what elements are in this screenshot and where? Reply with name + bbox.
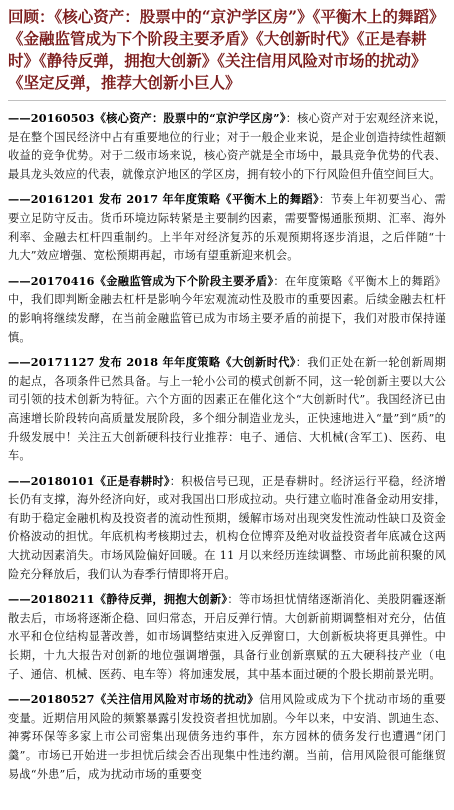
entry-lead: ——20171127 发布 2018 年年度策略《大创新时代》 <box>8 355 296 370</box>
entry-lead: ——20161201 发布 2017 年年度策略《平衡木上的舞蹈》 <box>8 192 319 207</box>
entry-lead: ——20170416《金融监管成为下个阶段主要矛盾》 <box>8 273 274 288</box>
header-divider <box>8 100 446 101</box>
entry-body: 信用风险或成为下个扰动市场的重要变量。近期信用风险的频繁暴露引发投资者担忧加剧。今年以来，中安消、凯迪生态、神雾环保等多家上市公司密集出现债务违约事件，东方园林的债务发行也遭遇“闭门羹”。市场已开始进一步担忧后续会否出现集中性违约潮。当前，信用风险很可能继贸易战“外患”后，成为扰动市场的重要变 <box>8 693 446 781</box>
entry-lead: ——20160503《核心资产：股票中的“京沪学区房”》 <box>8 111 286 125</box>
entry-20160503 <box>8 109 446 184</box>
entry-20170416 <box>8 272 446 347</box>
entry-body: ：等市场担忧情绪逐渐消化、美股阴霾逐渐散去后，市场将逐渐企稳、回归常态，开启反弹行情。大创新前期调整相对充分，估值水平和仓位结构显著改善，如市场调整结束进入反弹窗口，大创新板块将更具弹性。中长期，十九大报告对创新的地位强调增强，具备行业创新禀赋的五大硬科技产业（电子、通信、机械、医药、电车等）将加速发展，其中基本面过硬的个股长期前景光明。 <box>8 593 447 681</box>
page-header: 回顾：《核心资产：股票中的“京沪学区房”》《平衡木上的舞蹈》《金融监管成为下个阶段主要矛盾》《大创新时代》《正是春耕时》《静待反弹，拥抱大创新》《关注信用风险对市场的扰动》《坚定反弹，推荐大创新小巨人》 <box>8 7 445 92</box>
entry-20171127 <box>8 353 446 466</box>
entry-20180211 <box>8 590 446 684</box>
entry-20161201 <box>8 190 446 265</box>
entry-list <box>8 109 446 784</box>
entry-body: ：积极信号已现，正是春耕时。经济运行平稳，经济增长仍有支撑，海外经济向好，或对我国出口形成拉动。央行建立临时准备金动用安排，有助于稳定金融机构及投资者的流动性预期，缓解市场对出现突发性流动性缺口及资金价格波动的担忧。年底机构考核期过去，机构仓位博弈及绝对收益投资者年底减仓这两大扰动因素消失。市场风险偏好回暖。在 11 月以来经历连续调整、市场此前积聚的风险充分释放后，我们认为春季行情即将开启。 <box>8 474 446 581</box>
entry-body: ：我们正处在新一轮创新周期的起点，各项条件已然具备。与上一轮小公司的模式创新不同，这一轮创新主要以大公司引领的技术创新为特征。六个方面的因素正在催化这个“大创新时代”。我国经济已由高速增长阶段转向高质量发展阶段，多个细分制造业龙头，正快速地进入“量”到“质”的升级发展中！关注五大创新硬科技行业推荐：电子、通信、大机械(含军工)、医药、电车。 <box>8 356 446 463</box>
entry-lead: ——20180101《正是春耕时》 <box>8 473 170 488</box>
entry-body: ：核心资产对于宏观经济来说，是在整个国民经济中占有重要地位的行业；对于一般企业来说，是企业创造持续性超额收益的竞争优势。对于二级市场来说，核心资产就是全市场中，最具竞争优势的代表、最具龙头效应的代表，就像京沪地区的学区房，拥有较小的下行风险但升值空间巨大。 <box>8 112 446 181</box>
entry-20180527 <box>8 690 446 784</box>
entry-20180101 <box>8 472 446 585</box>
entry-body: ：在年度策略《平衡木上的舞蹈》中，我们即判断金融去杠杆是影响今年宏观流动性及股市的重要因素。后续金融去杠杆的影响将继续发酵，在当前金融监管已成为市场主要矛盾的前提下，我们对股市保持谨慎。 <box>8 274 446 344</box>
entry-body: ：节奏上年初要当心、需要立足防守反击。货币环境边际转紧是主要制约因素，需要警惕通胀预期、汇率、海外利率、金融去杠杆四重制约。上半年对经济复苏的乐观预期将逐步消退，之后伴随“十九大”效应增强、宽松预期再起，市场有望重新迎来机会。 <box>8 193 446 263</box>
entry-lead: ——20180211《静待反弹，拥抱大创新》 <box>8 592 228 607</box>
entry-lead: ——20180527《关注信用风险对市场的扰动》 <box>8 692 259 707</box>
